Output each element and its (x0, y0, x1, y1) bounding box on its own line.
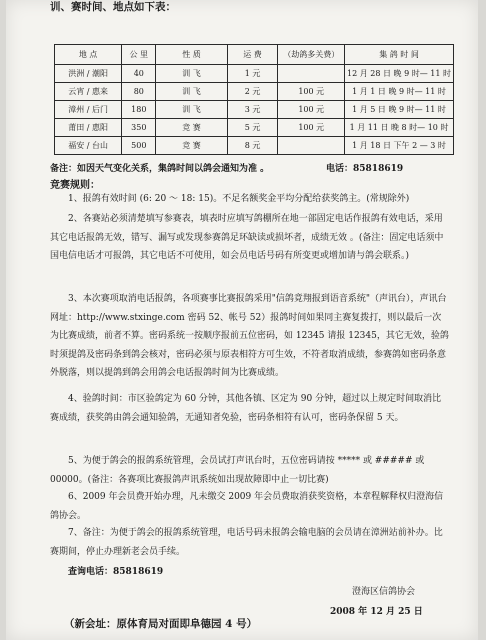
table-cell: 2 元 (227, 83, 278, 101)
new-address: （新会址：原体育局对面即阜德园 4 号） (64, 618, 258, 630)
weather-note (50, 163, 269, 175)
rule-item-4 (50, 390, 450, 427)
signature-date: 2008 年 12 月 25 日 (330, 607, 423, 617)
table-cell: 40 (122, 65, 156, 83)
document-page (6, 0, 478, 640)
table-cell: 5 元 (227, 119, 278, 137)
table-cell: 莆田 / 惠阳 (55, 119, 122, 137)
table-row (55, 119, 454, 137)
rule-text: 5、为便于鸽会的报鸽系统管理，会员试打声讯台时，五位密码请按 ***** 或 ##### 或 00000。(备注：各赛项比赛报鸽声讯系统如出现故障即中止一切比赛) (50, 456, 425, 485)
table-cell: 洪洲 / 潮阳 (55, 65, 122, 83)
query-phone-label: 查询电话： (68, 567, 114, 577)
table-cell: 1 元 (227, 65, 278, 83)
table-cell: 100 元 (278, 119, 345, 137)
query-phone-number: 85818619 (113, 567, 164, 577)
column-header-distance: 公 里 (122, 45, 156, 65)
table-cell: 训 飞 (156, 101, 227, 119)
column-header-collection-time: 集 鸽 时 间 (345, 45, 454, 65)
table-cell: 350 (122, 119, 156, 137)
table-cell: 100 元 (278, 83, 345, 101)
table-cell: 漳州 / 后门 (55, 101, 122, 119)
schedule-table (54, 44, 454, 155)
table-cell (278, 137, 345, 155)
table-cell: 福安 / 台山 (55, 137, 122, 155)
table-row (55, 101, 454, 119)
table-header-row (55, 45, 454, 65)
table-row (55, 65, 454, 83)
contact-phone-label: 电话： (326, 164, 354, 174)
table-cell: 1 月 18 日 下午 2 — 3 时 (345, 137, 454, 155)
contact-phone (326, 163, 403, 175)
query-phone (68, 566, 163, 578)
table-row (55, 137, 454, 155)
column-header-extra-fee: （劫鸽多关费） (278, 45, 345, 65)
rule-text: 2、各赛站必须清楚填写参赛表，填表时应填写鸽棚所在地一部固定电话作报鸽有效电话，采用其它电话报鸽无效，错写、漏写或发现参赛鸽足环缺读或损坏者，成绩无效 。(备注：固定电话须中国电信电话才可报鸽，其它电话不可使用，如会员电话号码有所变更或增加请与鸽会联系。) (50, 214, 444, 262)
rule-item-3 (50, 290, 450, 383)
rule-item-2 (50, 210, 450, 266)
table-cell: 1 月 11 日 晚 8 时— 10 时 (345, 119, 454, 137)
rule-item-6 (50, 488, 450, 525)
table-cell: 3 元 (227, 101, 278, 119)
table-cell: 180 (122, 101, 156, 119)
weather-note-text: 备注：如因天气变化关系，集鸽时间以鸽会通知为准 。 (50, 164, 270, 174)
table-cell: 500 (122, 137, 156, 155)
table-cell: 100 元 (278, 101, 345, 119)
rule-item-1 (50, 190, 450, 209)
table-cell: 1 月 5 日 晚 9 时— 11 时 (345, 101, 454, 119)
signature-org: 澄海区信鸽协会 (352, 587, 416, 597)
table-cell: 云宵 / 惠来 (55, 83, 122, 101)
rule-item-5 (50, 452, 450, 489)
contact-phone-number: 85818619 (353, 164, 404, 174)
rule-text: 6、2009 年会员费开始办理，凡未缴交 2009 年会员费取消获奖资格，本章程解释权归澄海信鸽协会。 (50, 492, 444, 521)
rules-title: 竞赛规则： (50, 180, 100, 191)
column-header-fee: 运 费 (227, 45, 278, 65)
rule-text: 3、本次赛项取消电话报鸽，各项赛事比赛报鸽采用"信鸽竟翔报到语音系统"（声讯台），声讯台网址：http://www.stxinge.com 密码 52、帐号 52）报鸽时间如果同主赛复拨打，则以最后一次为比赛成绩，前者不算。密码系统一按顺序报前五位密码，如 12345 请报 12345，其它无效，验鸽时须提鸽及密码条到鸽会核对，密码必须与原表相符方可生效，不符者取消成绩，参赛鸽如密码条意外脱落，则以提鸽到鸽会用鸽会电话报鸽时间为比赛成绩。 (50, 294, 449, 379)
table-cell (278, 65, 345, 83)
table-cell: 12 月 28 日 晚 9 时— 11 时 (345, 65, 454, 83)
rule-text: 1、报鸽有效时间 (6: 20 ～ 18: 15)。不足名额奖金平均分配给获奖鸽主。(常规除外) (68, 194, 410, 204)
table-cell: 训 飞 (156, 65, 227, 83)
column-header-location: 地 点 (55, 45, 122, 65)
rule-text: 7、备注：为便于鸽会的报鸽系统管理，电话号码未报鸽会输电脑的会员请在漳洲站前补办。比赛期间，停止办理新老会员手续。 (50, 528, 443, 557)
table-cell: 训 飞 (156, 83, 227, 101)
table-cell: 1 月 1 日 晚 9 时— 11 时 (345, 83, 454, 101)
rule-text: 4、验鸽时间：市区验鸽定为 60 分钟，其他各镇、区定为 90 分钟，超过以上规定时间取消比赛成绩，获奖鸽由鸽会通知验鸽，无通知者免验，密码条相符有认可，密码条保留 5 天。 (50, 394, 442, 423)
table-cell: 8 元 (227, 137, 278, 155)
table-cell: 竞 赛 (156, 137, 227, 155)
table-cell: 80 (122, 83, 156, 101)
table-row (55, 83, 454, 101)
column-header-type: 性 质 (156, 45, 227, 65)
rule-item-7 (50, 524, 450, 561)
table-cell: 竞 赛 (156, 119, 227, 137)
section-heading: 训、赛时间、地点如下表： (50, 1, 176, 13)
